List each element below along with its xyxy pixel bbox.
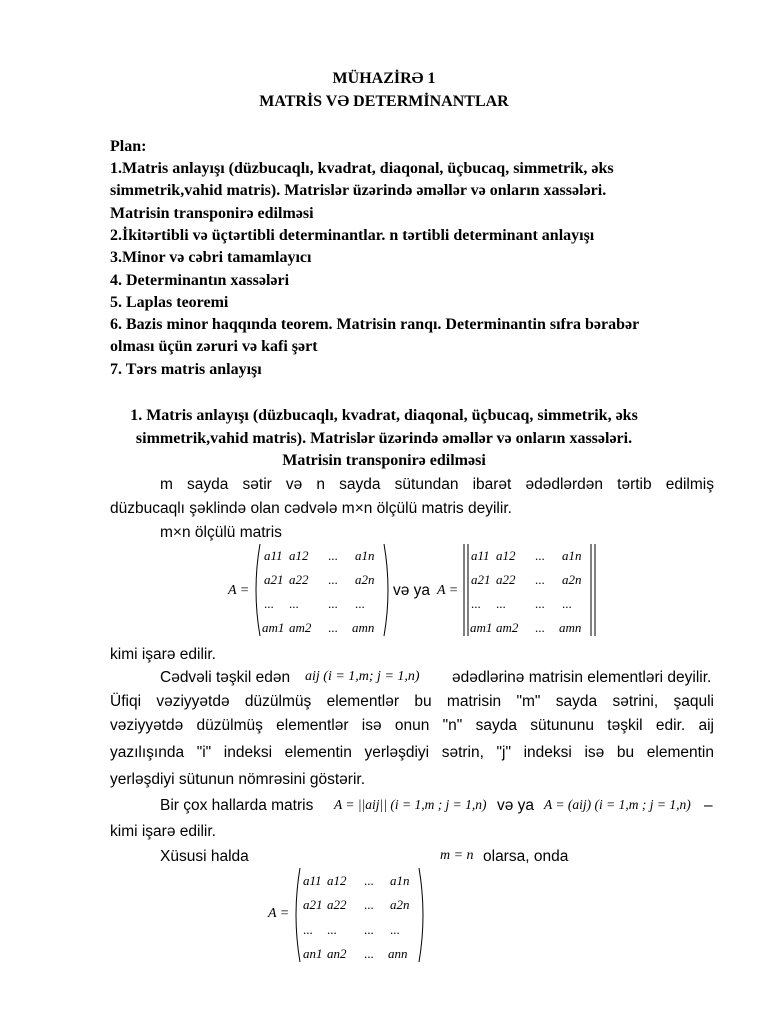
matrix-cell: ... bbox=[328, 620, 338, 635]
matrix-cell: a11 bbox=[264, 548, 283, 563]
matrix-cell: a11 bbox=[471, 548, 490, 563]
matrix-cell: ... bbox=[535, 620, 545, 635]
matrix-cell: a21 bbox=[471, 572, 491, 587]
matrix-cell: ... bbox=[496, 596, 506, 611]
matrix-cell: a12 bbox=[289, 548, 309, 563]
matrix-cell: a22 bbox=[289, 572, 309, 587]
matrix-cell: ... bbox=[328, 596, 338, 611]
matrix-cell: a2n bbox=[390, 897, 410, 912]
formula-inline: A = (aij) (i = 1,m ; j = 1,n) bbox=[544, 797, 691, 812]
matrix-cell: a22 bbox=[496, 572, 516, 587]
matrix-cell: a2n bbox=[562, 572, 582, 587]
matrix-cell: a1n bbox=[562, 548, 582, 563]
matrix-cell: ... bbox=[364, 873, 374, 888]
paragraph-line: və ya bbox=[497, 797, 535, 814]
matrix-cell: an2 bbox=[327, 946, 347, 961]
matrix-cell: a22 bbox=[327, 897, 347, 912]
paragraph-line: – bbox=[704, 797, 713, 814]
matrix-cells bbox=[470, 548, 582, 635]
matrix-cell: ... bbox=[535, 548, 545, 563]
plan-item: Matrisin transponirə edilməsi bbox=[110, 205, 314, 222]
matrix-cell: am1 bbox=[262, 620, 285, 635]
matrix-cell: ... bbox=[303, 922, 313, 937]
plan-item: simmetrik,vahid matris). Matrislər üzərində əməllər və onların xassələri. bbox=[110, 182, 607, 199]
matrix-cell: ... bbox=[264, 596, 274, 611]
paragraph-line: m×n ölçülü matris bbox=[160, 524, 282, 541]
matrix-cell: a1n bbox=[355, 548, 375, 563]
matrix-cell: ... bbox=[364, 922, 374, 937]
section-title-line: simmetrik,vahid matris). Matrislər üzərində əməllər və onların xassələri. bbox=[135, 430, 633, 447]
matrix-cell: a21 bbox=[264, 572, 284, 587]
matrix-cell: am2 bbox=[289, 620, 312, 635]
matrix-cells bbox=[303, 873, 410, 961]
matrix-cell: a11 bbox=[303, 873, 322, 888]
matrix-cell: ... bbox=[471, 596, 481, 611]
matrix-cell: am2 bbox=[496, 620, 519, 635]
matrix-cells bbox=[262, 548, 375, 635]
plan-item: 4. Determinantın xassələri bbox=[110, 272, 290, 289]
section-title-line: 1. Matris anlayışı (düzbucaqlı, kvadrat, diaqonal, üçbucaq, simmetrik, əks bbox=[130, 407, 638, 424]
paragraph-line: m sayda sətir və n sayda sütundan ibarət ədədlərdən tərtib edilmiş bbox=[160, 476, 714, 493]
equation-connector: və ya bbox=[393, 582, 431, 599]
matrix-cell: ... bbox=[327, 922, 337, 937]
paragraph-line: düzbucaqlı şəklində olan cədvələ m×n ölçülü matris deyilir. bbox=[110, 500, 512, 517]
paragraph-line: kimi işarə edilir. bbox=[110, 646, 216, 663]
matrix-cell: a12 bbox=[327, 873, 347, 888]
matrix-cell: a12 bbox=[496, 548, 516, 563]
paragraph-line: ədədlərinə matrisin elementləri deyilir. bbox=[452, 669, 712, 686]
matrix-norm-bars bbox=[460, 540, 600, 640]
plan-item: 7. Tərs matris anlayışı bbox=[110, 361, 262, 378]
paragraph-line: kimi işarə edilir. bbox=[110, 823, 216, 840]
formula-inline: aij (i = 1,m; j = 1,n) bbox=[305, 669, 420, 684]
plan-item: 1.Matris anlayışı (düzbucaqlı, kvadrat, diaqonal, üçbucaq, simmetrik, əks bbox=[110, 160, 614, 177]
equation-lhs: A = bbox=[437, 583, 459, 598]
equation-lhs: A = bbox=[228, 583, 250, 598]
plan-item: 2.İkitərtibli və üçtərtibli determinantlar. n tərtibli determinant anlayışı bbox=[110, 227, 595, 244]
matrix-cell: ... bbox=[535, 596, 545, 611]
paragraph-line: Üfiqi vəziyyətdə düzülmüş elementlər bu matrisin "m" sayda sətrini, şaquli bbox=[110, 693, 714, 710]
matrix-cell: ... bbox=[364, 946, 374, 961]
matrix-cell: ... bbox=[562, 596, 572, 611]
plan-item: 6. Bazis minor haqqında teorem. Matrisin ranqı. Determinantin sıfra bərabər bbox=[110, 316, 640, 333]
lecture-number: MÜHAZİRƏ 1 bbox=[332, 70, 436, 87]
matrix-cell: a1n bbox=[390, 873, 410, 888]
matrix-cell: ann bbox=[388, 946, 408, 961]
paragraph-line: Xüsusi halda bbox=[160, 848, 249, 865]
matrix-cell: amn bbox=[559, 620, 582, 635]
formula-inline: A = ||aij|| (i = 1,m ; j = 1,n) bbox=[334, 797, 487, 812]
matrix-cell: a2n bbox=[355, 572, 375, 587]
matrix-cell: a21 bbox=[303, 897, 323, 912]
paragraph-line: Cədvəli təşkil edən bbox=[160, 669, 291, 686]
formula-inline: m = n bbox=[440, 848, 474, 863]
matrix-cell: amn bbox=[352, 620, 375, 635]
matrix-cell: am1 bbox=[470, 620, 493, 635]
matrix-parentheses bbox=[252, 540, 392, 640]
matrix-cell: an1 bbox=[303, 946, 323, 961]
matrix-cell: ... bbox=[289, 596, 299, 611]
plan-item: 5. Laplas teoremi bbox=[110, 294, 229, 311]
matrix-cell: ... bbox=[355, 596, 365, 611]
matrix-cell: ... bbox=[535, 572, 545, 587]
square-matrix-parentheses bbox=[292, 864, 427, 966]
paragraph-line: yerləşdiyi sütunun nömrəsini göstərir. bbox=[110, 771, 366, 788]
section-title-line: Matrisin transponirə edilməsi bbox=[282, 452, 486, 469]
paragraph-line: yazılışında "i" indeksi elementin yerləşdiyi sətrin, "j" indeksi isə bu elementin bbox=[110, 744, 714, 761]
paragraph-line: olarsa, onda bbox=[483, 848, 569, 865]
plan-item: olması üçün zəruri və kafi şərt bbox=[110, 338, 318, 355]
paragraph-line: vəziyyətdə düzülmüş elementlər isə onun "n" sayda sütununu təşkil edir. aij bbox=[110, 717, 714, 734]
plan-item: 3.Minor və cəbri tamamlayıcı bbox=[110, 249, 312, 266]
paragraph-line: Bir çox hallarda matris bbox=[160, 797, 314, 814]
matrix-cell: ... bbox=[390, 922, 400, 937]
lecture-title: MATRİS VƏ DETERMİNANTLAR bbox=[259, 93, 509, 110]
matrix-cell: ... bbox=[328, 572, 338, 587]
equation-lhs: A = bbox=[268, 906, 290, 921]
matrix-cell: ... bbox=[364, 897, 374, 912]
plan-heading: Plan: bbox=[110, 138, 147, 155]
matrix-cell: ... bbox=[328, 548, 338, 563]
